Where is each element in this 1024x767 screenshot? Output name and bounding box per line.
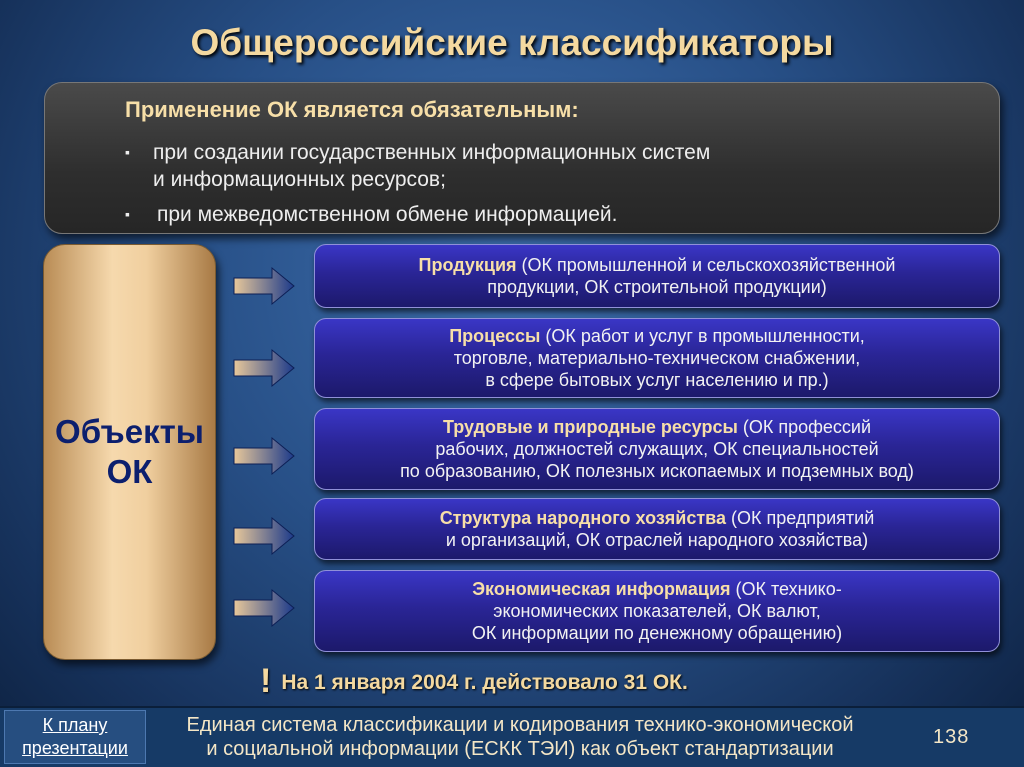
note-text: ! На 1 января 2004 г. действовало 31 ОК.: [260, 662, 688, 700]
right-arrow-icon: [232, 266, 296, 306]
bullet-marker-icon: ▪: [125, 144, 130, 160]
usage-box: [44, 82, 1000, 234]
exclamation-icon: !: [260, 662, 272, 700]
footer-caption: Единая система классификации и кодирования технико-экономической и социальной информации (ЕСКК ТЭИ) как объект стандартизации: [186, 714, 854, 760]
usage-heading: Применение ОК является обязательным:: [125, 97, 579, 122]
usage-bullet: ▪ при межведомственном обмене информацией.: [125, 203, 618, 226]
right-arrow-icon: [232, 588, 296, 628]
right-arrow-icon: [232, 348, 296, 388]
bullet-marker-icon: ▪: [125, 206, 130, 222]
page-number: 138: [933, 726, 970, 748]
category-processes: Процессы (ОК работ и услуг в промышленности, торговле, материально-техническом снабжении, в сфере бытовых услуг населению и пр.): [314, 318, 1000, 398]
category-resources: Трудовые и природные ресурсы (ОК профессий рабочих, должностей служащих, ОК специальностей по образованию, ОК полезных ископаемых и подземных вод): [314, 408, 1000, 490]
right-arrow-icon: [232, 436, 296, 476]
category-economic-info: Экономическая информация (ОК технико- экономических показателей, ОК валют, ОК информации по денежному обращению): [314, 570, 1000, 652]
category-products: Продукция (ОК промышленной и сельскохозяйственной продукции, ОК строительной продукции): [314, 244, 1000, 308]
slide-title: Общероссийские классификаторы: [190, 22, 834, 63]
right-arrow-icon: [232, 516, 296, 556]
category-economy-structure: Структура народного хозяйства (ОК предприятий и организаций, ОК отраслей народного хозяйства): [314, 498, 1000, 560]
back-to-plan-link[interactable]: К плану презентации: [4, 710, 146, 764]
objects-ok-box: Объекты ОК: [43, 244, 216, 660]
usage-bullet: ▪ при создании государственных информационных систем и информационных ресурсов;: [125, 141, 711, 191]
